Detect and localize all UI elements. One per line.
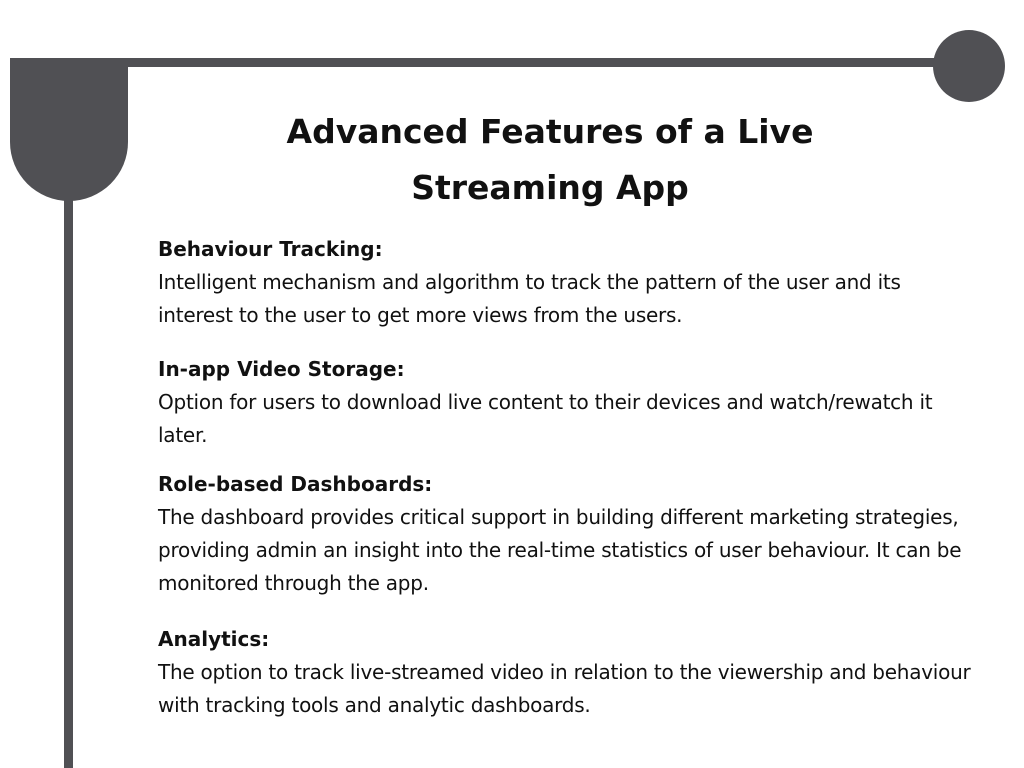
decorative-left-tab — [10, 58, 128, 201]
feature-description: Intelligent mechanism and algorithm to track the pattern of the user and its interest to the user to get more views from the users. — [158, 270, 901, 327]
feature-heading: Analytics: — [158, 627, 270, 651]
feature-description: Option for users to download live content to their devices and watch/rewatch it later. — [158, 390, 933, 447]
feature-heading: Behaviour Tracking: — [158, 237, 383, 261]
feature-description: The option to track live-streamed video in relation to the viewership and behaviour with tracking tools and analytic dashboards. — [158, 660, 971, 717]
feature-role-based-dashboards — [158, 468, 978, 600]
feature-heading: Role-based Dashboards: — [158, 472, 433, 496]
decorative-left-line — [64, 190, 73, 768]
page-title: Advanced Features of a Live Streaming App — [286, 112, 814, 207]
decorative-top-bar — [10, 58, 965, 67]
decorative-circle — [933, 30, 1005, 102]
feature-heading: In-app Video Storage: — [158, 357, 405, 381]
feature-description: The dashboard provides critical support in building different marketing strategies, providing admin an insight into the real-time statistics of user behaviour. It can be monitored through the app. — [158, 505, 962, 595]
feature-in-app-video-storage — [158, 353, 978, 452]
feature-behaviour-tracking — [158, 233, 978, 332]
feature-analytics — [158, 623, 978, 722]
